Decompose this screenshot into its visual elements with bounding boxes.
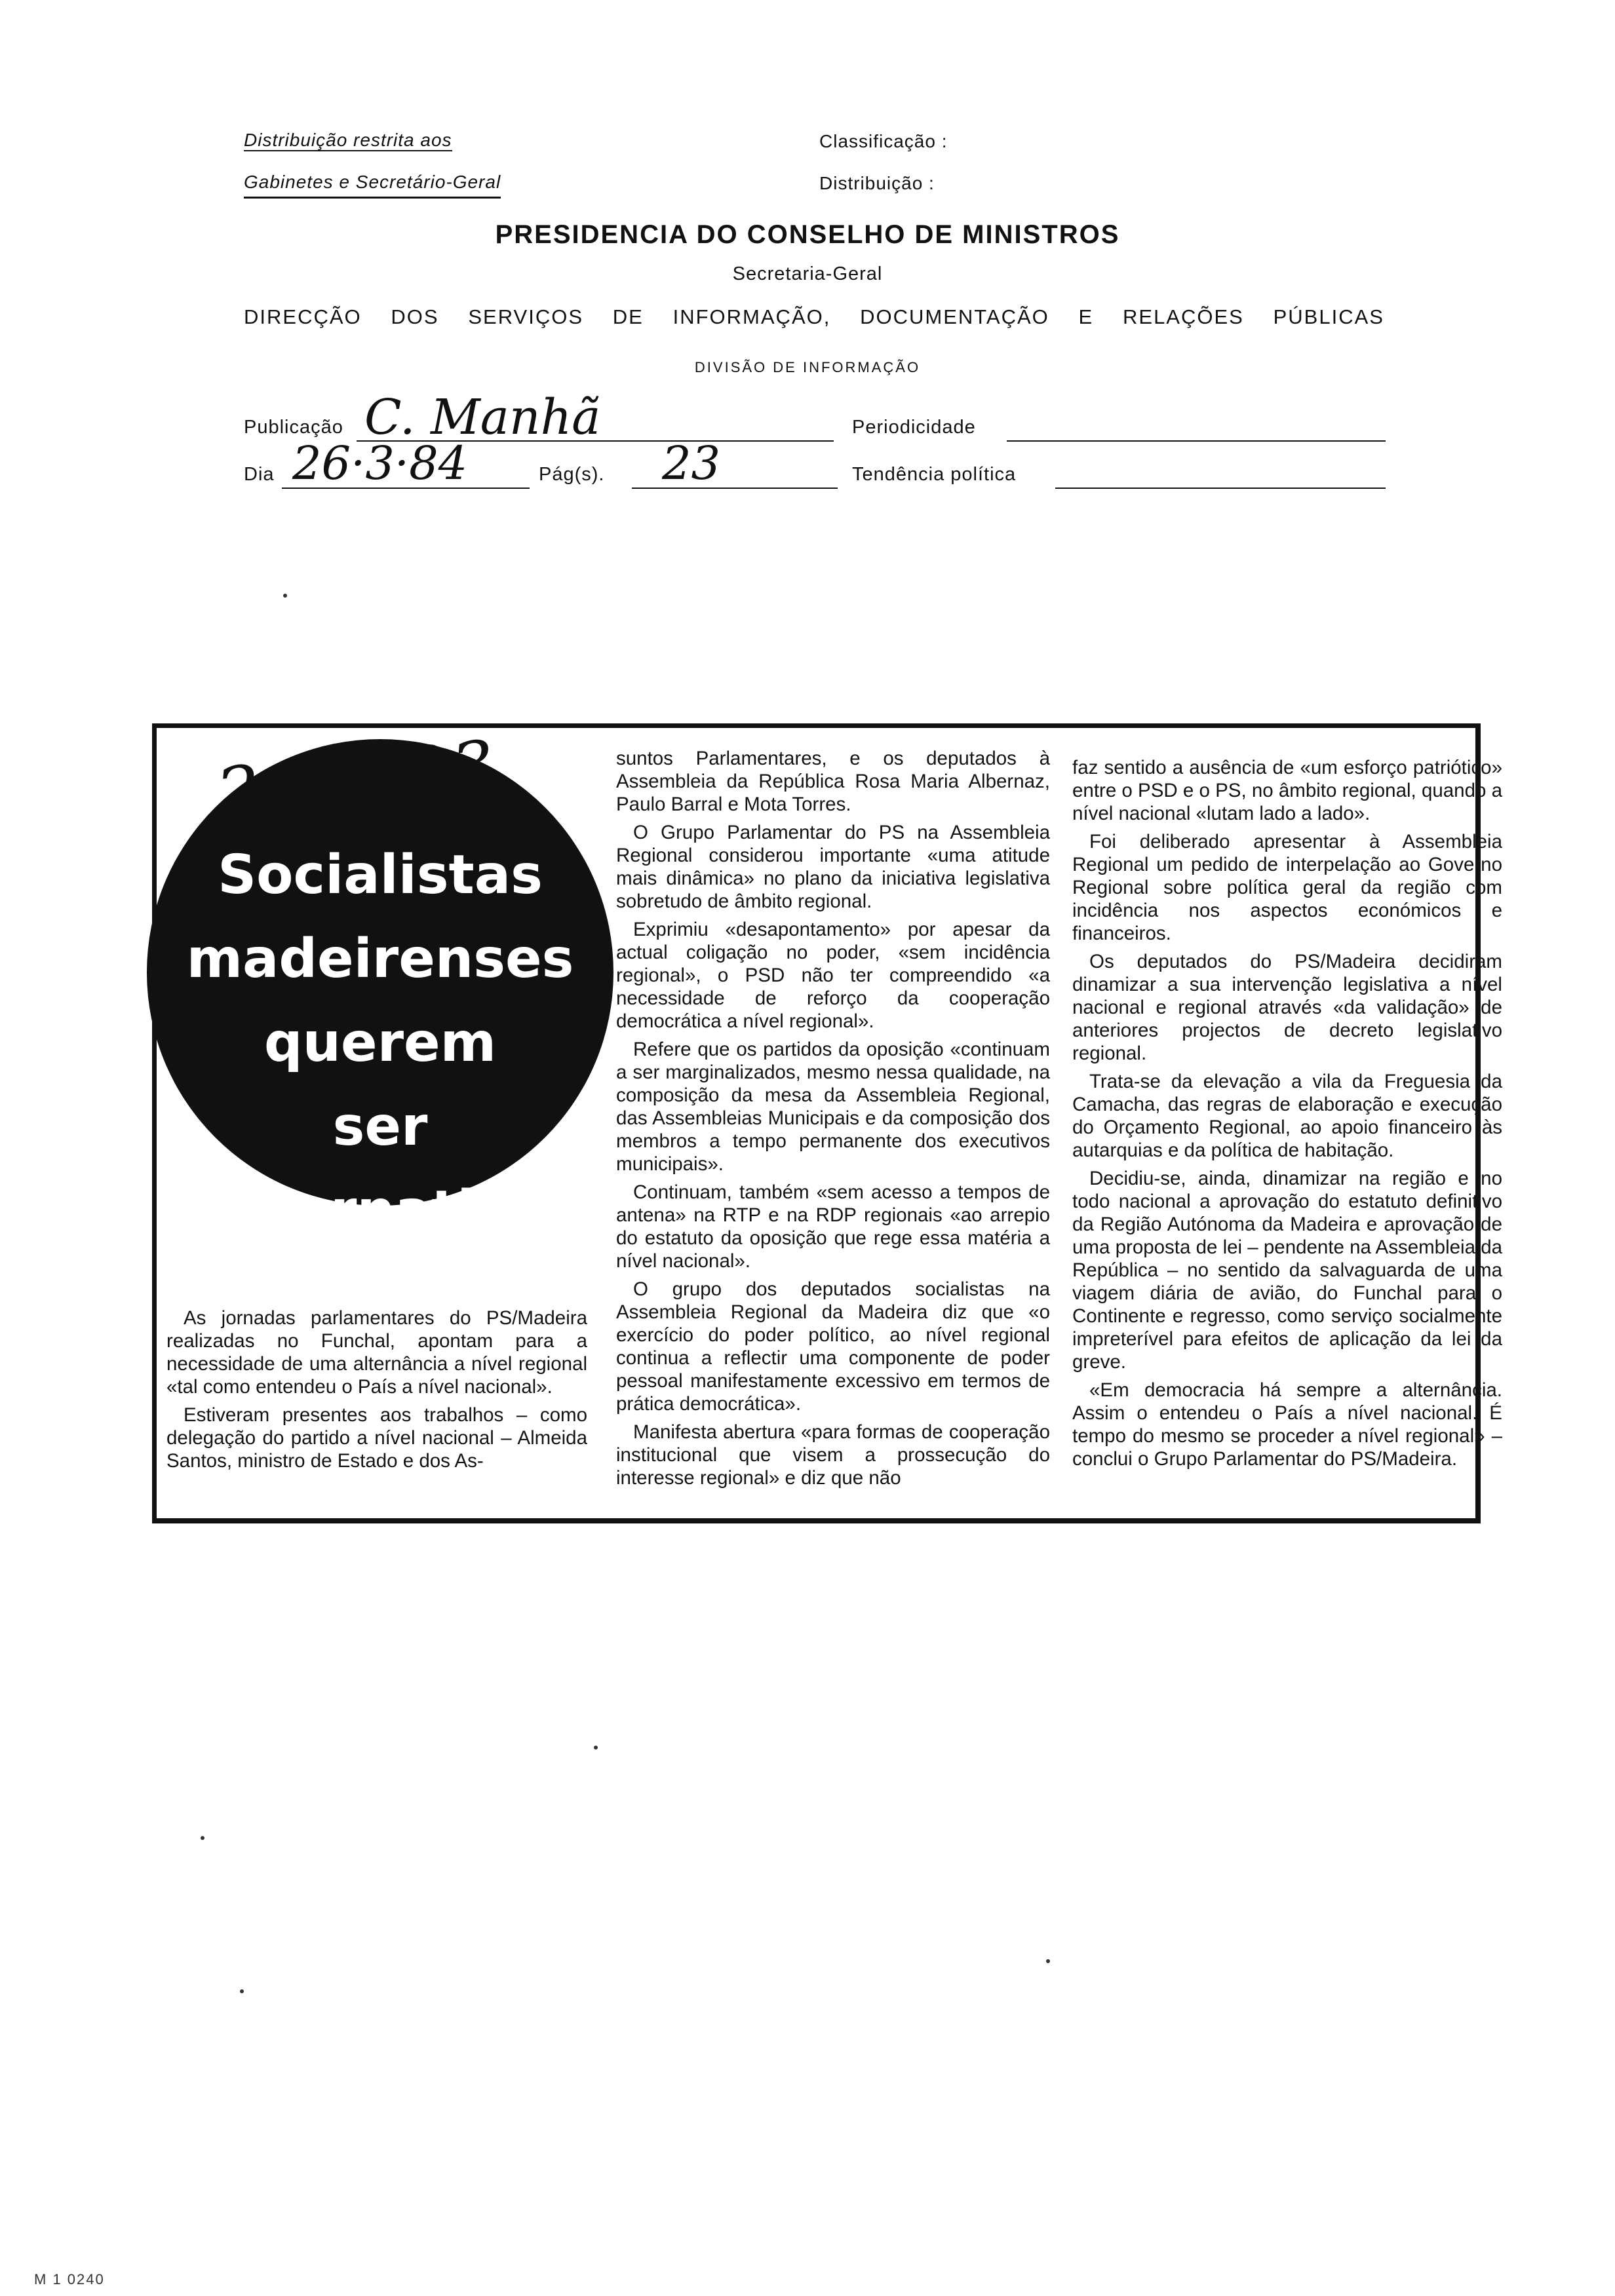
article-paragraph: Decidiu-se, ainda, dinamizar na região e no todo nacional a aprovação do estatuto definitivo da Região Autónoma da Madeira e aprovação de uma proposta de lei – pendente na Assembleia da República – no sentido da salvaguarda de uma viagem diária de avião, do Funchal para o Continente e regresso, como serviço socialmente impreterível para efeitos de aplicação da lei da greve.: [1072, 1168, 1503, 1373]
article-column-2: [616, 747, 1050, 1489]
article-paragraph: Manifesta abertura «para formas de cooperação institucional que visem a prossecução do interesse regional» e diz que não: [616, 1421, 1050, 1489]
tendency-label: Tendência política: [852, 464, 1017, 485]
article-paragraph: Estiveram presentes aos trabalhos – como delegação do partido a nível nacional – Almeida Santos, ministro de Estado e dos As-: [166, 1404, 587, 1472]
article-paragraph: O Grupo Parlamentar do PS na Assembleia Regional considerou importante «uma atitude mais dinâmica» no plano da iniciativa legislativa sobretudo de âmbito regional.: [616, 822, 1050, 912]
article-column-1: [166, 1307, 587, 1472]
headline-line: alternativa: [213, 1179, 547, 1242]
handwritten-date-stamp: 26/3/23: [212, 724, 501, 834]
article-paragraph: O grupo dos deputados socialistas na Assembleia Regional da Madeira diz que «o exercício do poder político, ao nível regional continua a reflectir uma componente de poder pessoal manifestamente excessivo em termos de prática democrática».: [616, 1278, 1050, 1415]
division-title: DIVISÃO DE INFORMAÇÃO: [694, 359, 921, 375]
scan-speck: [594, 1746, 598, 1750]
directorate-title: [244, 305, 1384, 329]
article-paragraph: Os deputados do PS/Madeira decidiram dinamizar a sua intervenção legislativa a nível nacional e regional através «da validação» de anteriores projectos de decreto legislativo regional.: [1072, 951, 1502, 1064]
article-column-3: [1072, 756, 1502, 1470]
article-paragraph: As jornadas parlamentares do PS/Madeira realizadas no Funchal, apontam para a necessidade de uma alternância a nível regional «tal como entendeu o País a nível nacional».: [166, 1307, 587, 1398]
pages-label: Pág(s).: [539, 464, 605, 485]
scan-speck: [283, 594, 287, 598]
classification-label: Classificação :: [819, 131, 948, 151]
directorate-word: SERVIÇOS: [468, 305, 584, 328]
directorate-word: DIRECÇÃO: [244, 305, 362, 328]
secretariat-title: Secretaria-Geral: [732, 263, 883, 284]
directorate-word: INFORMAÇÃO,: [672, 305, 831, 328]
publication-label: Publicação: [244, 417, 343, 438]
directorate-word: DE: [612, 305, 644, 328]
article-paragraph: Refere que os partidos da oposição «continuam a ser marginalizados, mesmo nessa qualidade, na composição da mesa da Assembleia Regional, das Assembleias Municipais e da composição dos membros a tempo permanente dos executivos municipais».: [616, 1039, 1050, 1175]
directorate-word: E: [1078, 305, 1094, 328]
distribution-restriction-text: Distribuição restrita aos: [244, 130, 452, 150]
headline-line: ser: [332, 1096, 428, 1158]
publication-handwritten-value: C. Manhã: [364, 389, 601, 446]
headline-line: madeirenses: [186, 928, 574, 990]
periodicity-line: [1007, 440, 1386, 442]
article-paragraph: suntos Parlamentares, e os deputados à Assembleia da República Rosa Maria Albernaz, Paulo Barral e Mota Torres.: [616, 748, 1050, 815]
pages-handwritten-value: 23: [662, 436, 721, 490]
article-headline: [147, 833, 613, 1253]
tendency-line: [1055, 488, 1386, 489]
day-handwritten-value: 26·3·84: [292, 436, 468, 490]
headline-line: querem: [263, 1012, 497, 1074]
directorate-word: RELAÇÕES: [1123, 305, 1244, 328]
scan-speck: [1046, 1959, 1050, 1963]
article-paragraph: faz sentido a ausência de «um esforço patriótico» entre o PSD e o PS, no âmbito regional, quando a nível nacional «lutam lado a lado».: [1072, 757, 1502, 824]
periodicity-label: Periodicidade: [852, 417, 976, 438]
directorate-word: DOS: [391, 305, 439, 328]
article-paragraph: «Em democracia há sempre a alternância. Assim o entendeu o País a nível nacional. É tempo do mesmo se proceder a nível regional» – conclui o Grupo Parlamentar do PS/Madeira.: [1072, 1379, 1502, 1470]
headline-line: Socialistas: [218, 844, 543, 906]
scan-speck: [201, 1836, 204, 1840]
footer-mark: M 1 0240: [34, 2271, 105, 2287]
distribution-label: Distribuição :: [819, 173, 935, 193]
presidency-title: PRESIDENCIA DO CONSELHO DE MINISTROS: [495, 220, 1120, 249]
distribution-restriction-line2: Gabinetes e Secretário-Geral: [244, 172, 501, 199]
article-paragraph: Exprimiu «desapontamento» por apesar da actual coligação no poder, «sem incidência regional», o PSD não ter compreendido «a necessidade de reforço da cooperação democrática a nível regional».: [616, 919, 1050, 1032]
distribution-restriction-line1: [244, 130, 452, 151]
directorate-word: PÚBLICAS: [1273, 305, 1384, 328]
scan-speck: [240, 1989, 244, 1993]
article-paragraph: Foi deliberado apresentar à Assembleia Regional um pedido de interpelação ao Governo Regional sobre política geral da região com incidência nos aspectos económicos e financeiros.: [1072, 831, 1502, 944]
day-label: Dia: [244, 464, 275, 485]
article-paragraph: Continuam, também «sem acesso a tempos de antena» na RTP e na RDP regionais «ao arrepio do estatuto da oposição que rege essa matéria a nível nacional».: [616, 1181, 1050, 1272]
article-paragraph: Trata-se da elevação a vila da Freguesia da Camacha, das regras de elaboração e execução do Orçamento Regional, ao apoio financeiro às autarquias e da política de habitação.: [1072, 1071, 1502, 1161]
directorate-word: DOCUMENTAÇÃO: [860, 305, 1049, 328]
